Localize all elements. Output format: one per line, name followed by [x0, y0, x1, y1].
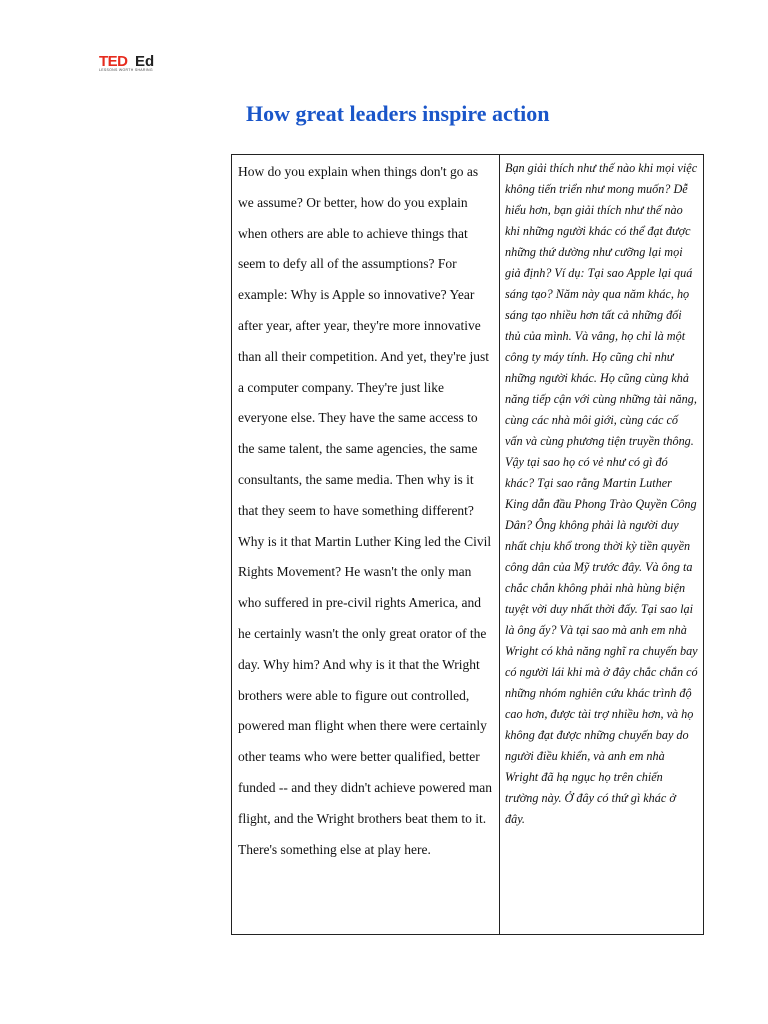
- logo-tagline: LESSONS WORTH SHARING: [99, 68, 153, 72]
- vietnamese-column: Bạn giải thích như thế nào khi mọi việc không tiến triển như mong muốn? Dễ hiểu hơn, bạn giải thích như thế nào khi những người khác có thể đạt được những thứ dường như cưỡng lại mọi giả định? Ví dụ: Tại sao Apple lại quá sáng tạo? Năm này qua năm khác, họ sáng tạo nhiều hơn tất cả những đối thủ của mình. Và vâng, họ chỉ là một công ty máy tính. Họ cũng chỉ như những người khác. Họ cũng cùng khả năng tiếp cận với cùng những tài năng, cùng các nhà môi giới, cùng các cố vấn và cùng phương tiện truyền thông. Vậy tại sao họ có vẻ như có gì đó khác? Tại sao rằng Martin Luther King dẫn đầu Phong Trào Quyền Công Dân? Ông không phải là người duy nhất chịu khổ trong thời kỳ tiền quyền công dân của Mỹ trước đây. Và ông ta chắc chắn không phải nhà hùng biện tuyệt vời duy nhất thời đấy. Tại sao lại là ông ấy? Và tại sao mà anh em nhà Wright có khả năng nghĩ ra chuyến bay có người lái khi mà ở đây chắc chắn có những nhóm nghiên cứu khác trình độ cao hơn, được tài trợ nhiều hơn, và họ không đạt được những chuyến bay do người điều khiển, và anh em nhà Wright đã hạ ngục họ trên chiến trường này. Ở đây có thứ gì khác ở đây.: [505, 161, 698, 826]
- logo-ed-text: Ed: [135, 53, 155, 70]
- ted-ed-logo: [99, 54, 179, 74]
- english-column: How do you explain when things don't go as we assume? Or better, how do you explain when others are able to achieve things that seem to defy all of the assumptions? For example: Why is Apple so innovative? Year after year, after year, they're more innovative than all their competition. And yet, they're just a computer company. They're just like everyone else. They have the same access to the same talent, the same agencies, the same consultants, the same media. Then why is it that they seem to have something different? Why is it that Martin Luther King led the Civil Rights Movement? He wasn't the only man who suffered in pre-civil rights America, and he certainly wasn't the only great orator of the day. Why him? And why is it that the Wright brothers were able to figure out controlled, powered man flight when there were certainly other teams who were better qualified, better funded -- and they didn't achieve powered man flight, and the Wright brothers beat them to it. There's something else at play here.: [232, 155, 500, 934]
- page-title: How great leaders inspire action: [246, 101, 550, 126]
- bilingual-table: [231, 154, 704, 935]
- logo-ted-text: TED: [99, 53, 128, 70]
